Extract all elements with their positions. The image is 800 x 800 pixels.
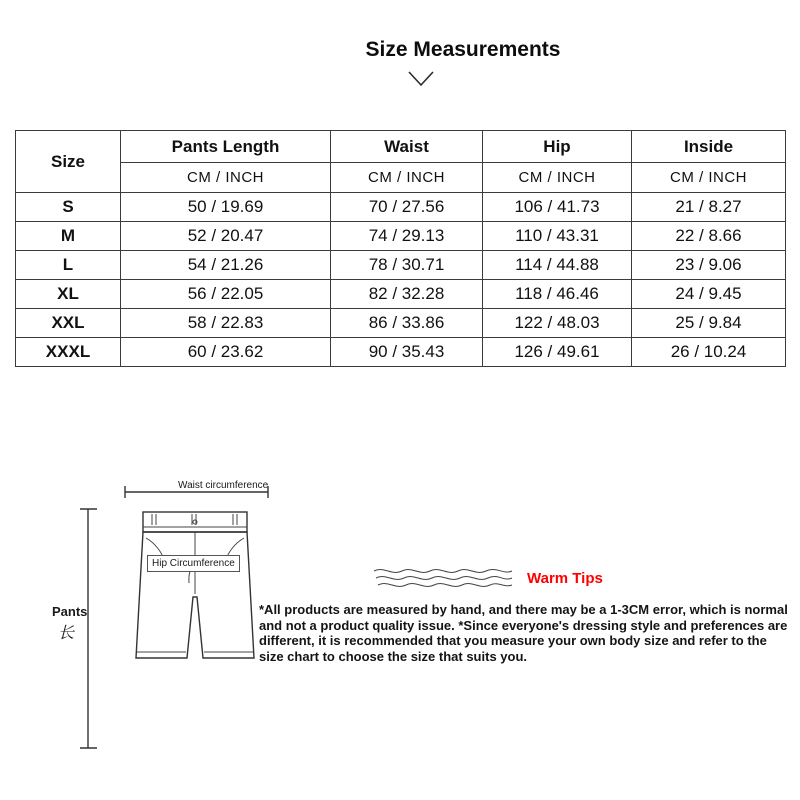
unit-label: CM / INCH (331, 163, 483, 193)
pants-length-cell: 52 / 20.47 (121, 222, 331, 251)
unit-label: CM / INCH (121, 163, 331, 193)
inside-cell: 22 / 8.66 (632, 222, 786, 251)
length-measure-line (80, 509, 97, 748)
size-cell: XL (16, 280, 121, 309)
pants-length-cell: 58 / 22.83 (121, 309, 331, 338)
waist-cell: 86 / 33.86 (331, 309, 483, 338)
hip-circumference-label: Hip Circumference (147, 555, 240, 572)
waist-cell: 70 / 27.56 (331, 193, 483, 222)
col-header-waist: Waist (331, 131, 483, 163)
inside-cell: 24 / 9.45 (632, 280, 786, 309)
size-cell: S (16, 193, 121, 222)
pants-length-cell: 60 / 23.62 (121, 338, 331, 367)
table-row (16, 193, 786, 222)
col-header-inside: Inside (632, 131, 786, 163)
page-title: Size Measurements (365, 38, 561, 61)
hip-cell: 126 / 49.61 (483, 338, 632, 367)
inside-cell: 23 / 9.06 (632, 251, 786, 280)
shorts-drawing (136, 512, 254, 658)
size-cell: L (16, 251, 121, 280)
size-cell: M (16, 222, 121, 251)
waist-cell: 74 / 29.13 (331, 222, 483, 251)
waist-cell: 90 / 35.43 (331, 338, 483, 367)
chevron-down-icon (406, 70, 436, 88)
waist-cell: 82 / 32.28 (331, 280, 483, 309)
size-cell: XXXL (16, 338, 121, 367)
col-header-pants-length: Pants Length (121, 131, 331, 163)
squiggle-lines-icon (372, 565, 524, 591)
pants-length-cell: 54 / 21.26 (121, 251, 331, 280)
warm-tips-title: Warm Tips (527, 570, 603, 587)
inside-cell: 25 / 9.84 (632, 309, 786, 338)
size-table (15, 130, 786, 367)
inside-cell: 21 / 8.27 (632, 193, 786, 222)
size-cell: XXL (16, 309, 121, 338)
pants-length-glyph: 长 (58, 625, 75, 642)
table-row (16, 338, 786, 367)
hip-cell: 118 / 46.46 (483, 280, 632, 309)
hip-cell: 110 / 43.31 (483, 222, 632, 251)
hip-cell: 122 / 48.03 (483, 309, 632, 338)
table-row (16, 222, 786, 251)
unit-label: CM / INCH (483, 163, 632, 193)
waist-cell: 78 / 30.71 (331, 251, 483, 280)
pants-label: Pants (52, 604, 88, 619)
unit-label: CM / INCH (632, 163, 786, 193)
hip-cell: 106 / 41.73 (483, 193, 632, 222)
table-row (16, 309, 786, 338)
col-header-size: Size (16, 131, 121, 193)
waist-circumference-label: Waist circumference (178, 480, 269, 491)
warm-tips-body: *All products are measured by hand, and there may be a 1-3CM error, which is normal and not a product quality issue. *Since everyone's dressing style and preferences are different, it is recommended that you measure your own body size and refer to the size chart to choose the size that suits you. (259, 602, 788, 664)
col-header-hip: Hip (483, 131, 632, 163)
table-row (16, 251, 786, 280)
pants-length-cell: 56 / 22.05 (121, 280, 331, 309)
table-row (16, 280, 786, 309)
hip-cell: 114 / 44.88 (483, 251, 632, 280)
inside-cell: 26 / 10.24 (632, 338, 786, 367)
pants-length-cell: 50 / 19.69 (121, 193, 331, 222)
